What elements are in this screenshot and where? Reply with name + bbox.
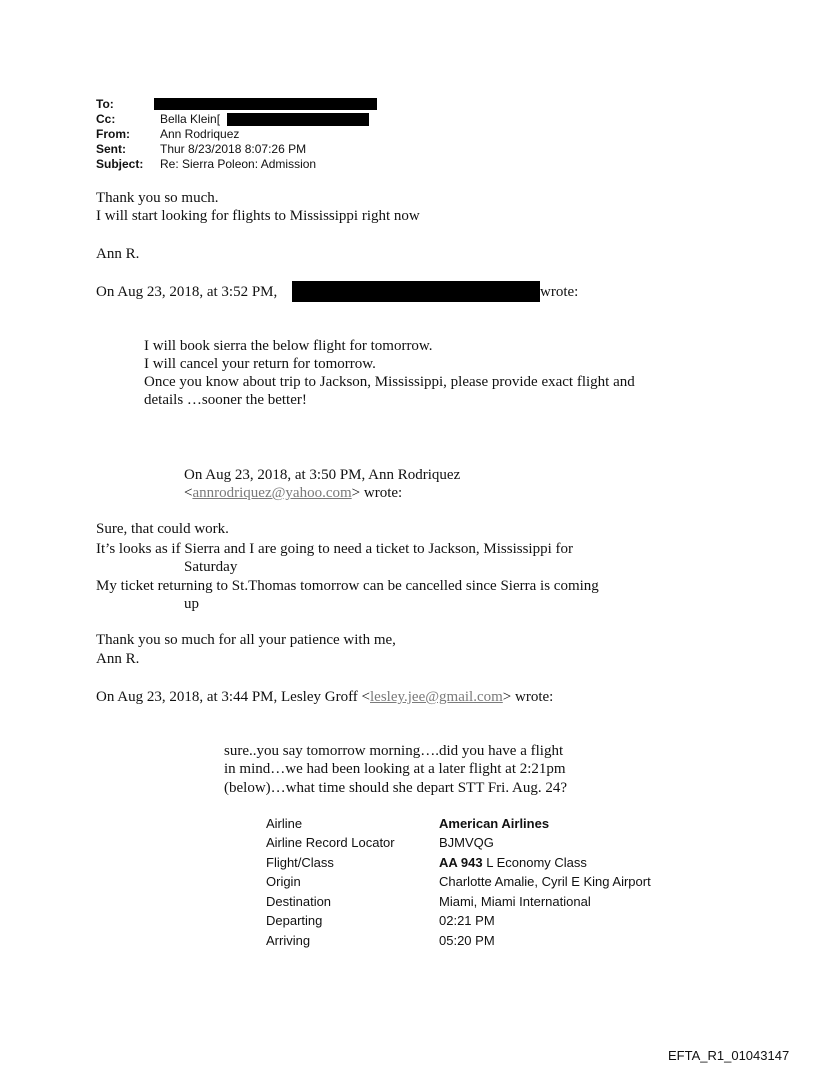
origin-value: Charlotte Amalie, Cyril E King Airport	[439, 874, 651, 889]
departing-label: Departing	[266, 913, 323, 928]
quote-intro: On Aug 23, 2018, at 3:50 PM, Ann Rodriquez	[184, 467, 461, 483]
quote-line-wrap: Saturday	[184, 559, 238, 575]
quote-line: Sure, that could work.	[96, 521, 229, 537]
quote-line: details …sooner the better!	[144, 392, 307, 408]
quote-line: sure..you say tomorrow morning….did you have a flight	[224, 743, 564, 759]
class-text: L Economy Class	[486, 855, 587, 870]
from-value: Ann Rodriquez	[160, 127, 240, 141]
quote-intro-suffix: wrote:	[540, 284, 579, 300]
subject-value: Re: Sierra Poleon: Admission	[160, 157, 317, 171]
intro-lt: <	[184, 485, 193, 501]
flight-details-table	[266, 816, 686, 956]
quote-line: My ticket returning to St.Thomas tomorrow can be cancelled since Sierra is coming	[96, 578, 599, 594]
from-label: From:	[96, 127, 130, 141]
email-header	[96, 97, 416, 175]
quote-line: I will book sierra the below flight for tomorrow.	[144, 338, 433, 354]
sender-redaction	[292, 281, 540, 302]
quote-intro: On Aug 23, 2018, at 3:52 PM,	[96, 284, 278, 300]
message-line: I will start looking for flights to Mississippi right now	[96, 208, 420, 224]
sent-label: Sent:	[96, 142, 126, 156]
to-label: To:	[96, 97, 114, 111]
quote-intro	[184, 484, 402, 502]
origin-label: Origin	[266, 874, 301, 889]
quote-line: I will cancel your return for tomorrow.	[144, 356, 376, 372]
cc-redaction	[227, 113, 369, 126]
quote-line: in mind…we had been looking at a later flight at 2:21pm	[224, 761, 566, 777]
class-label: Flight/Class	[266, 855, 334, 870]
intro-gt: > wrote:	[351, 485, 403, 501]
destination-value: Miami, Miami International	[439, 894, 591, 909]
arriving-label: Arriving	[266, 933, 311, 948]
subject-label: Subject:	[96, 157, 144, 171]
quote-line: (below)…what time should she depart STT Fri. Aug. 24?	[224, 780, 568, 796]
quote-intro	[96, 688, 553, 706]
quote-line: Once you know about trip to Jackson, Mississippi, please provide exact flight and	[144, 374, 635, 390]
destination-label: Destination	[266, 894, 332, 909]
cc-label: Cc:	[96, 112, 116, 126]
message-signature: Ann R.	[96, 246, 140, 262]
quote-signature: Ann R.	[96, 651, 140, 667]
quote-line: It’s looks as if Sierra and I are going to need a ticket to Jackson, Mississippi for	[96, 541, 573, 557]
message-line: Thank you so much.	[96, 190, 219, 206]
arriving-value: 05:20 PM	[439, 933, 495, 948]
quote-line-wrap: up	[184, 596, 199, 612]
locator-value: BJMVQG	[439, 835, 494, 850]
airline-value: American Airlines	[439, 816, 550, 831]
intro-prefix: On Aug 23, 2018, at 3:44 PM, Lesley Groff <	[96, 689, 370, 705]
flight-number: AA 943	[439, 855, 483, 870]
sent-value: Thur 8/23/2018 8:07:26 PM	[160, 142, 307, 156]
class-value	[439, 855, 587, 870]
email-link[interactable]: lesley.jee@gmail.com	[370, 689, 503, 705]
document-id: EFTA_R1_01043147	[668, 1048, 790, 1063]
quote-line: Thank you so much for all your patience with me,	[96, 632, 396, 648]
to-redaction	[154, 98, 377, 110]
intro-suffix: > wrote:	[502, 689, 554, 705]
airline-label: Airline	[266, 816, 303, 831]
departing-value: 02:21 PM	[439, 913, 495, 928]
cc-value: Bella Klein[	[160, 112, 221, 126]
locator-label: Airline Record Locator	[266, 835, 395, 850]
email-link[interactable]: annrodriquez@yahoo.com	[192, 485, 352, 501]
